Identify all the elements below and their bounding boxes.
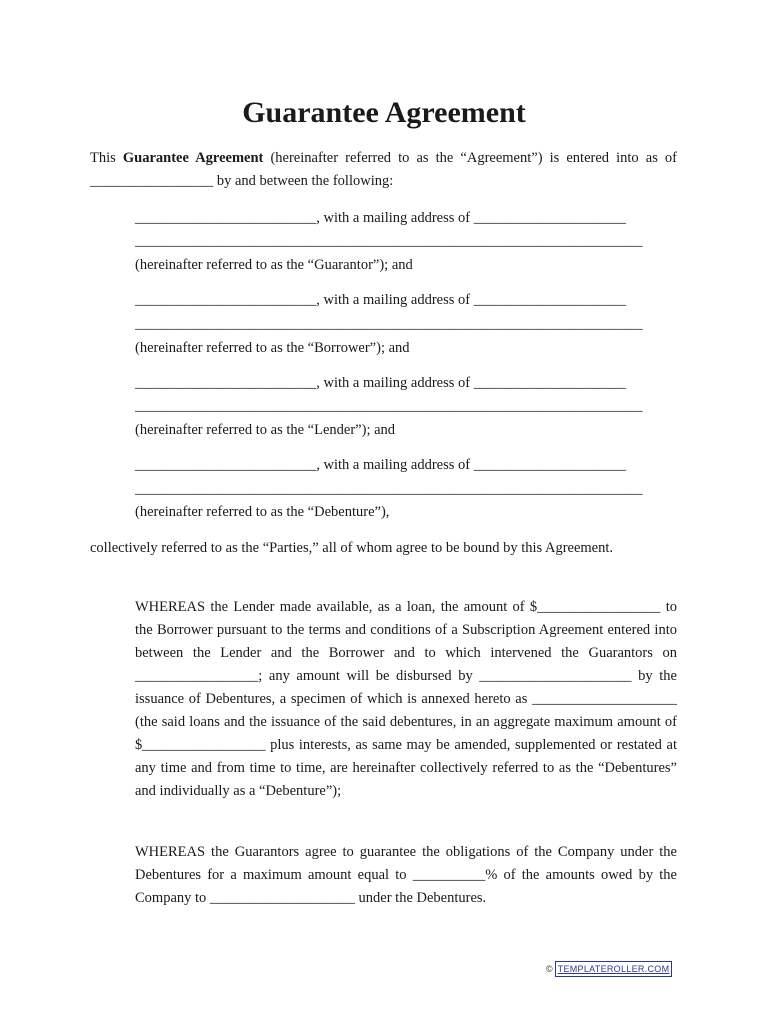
borrower-reference: (hereinafter referred to as the “Borrower”); and (135, 340, 410, 356)
intro-prefix: This (90, 150, 123, 166)
copyright-symbol: © (546, 964, 553, 974)
debenture-reference: (hereinafter referred to as the “Debenture”), (135, 504, 390, 520)
footer-watermark (546, 961, 672, 977)
document-title: Guarantee Agreement (242, 96, 526, 129)
guarantor-reference: (hereinafter referred to as the “Guarantor”); and (135, 257, 413, 273)
intro-bold-name: Guarantee Agreement (122, 150, 264, 166)
templateroller-link[interactable]: TEMPLATEROLLER.COM (555, 961, 673, 977)
guarantor-address-line[interactable]: ______________________________________________________________________ (135, 233, 643, 249)
whereas-paragraph-1: WHEREAS the Lender made available, as a loan, the amount of $_________________ to the Borrower pursuant to the terms and conditions of a Subscription Agreement entered into between the Lender and the Borrower and to which intervened the Guarantors on _________________; any amount will be disbursed by _____________________ by the issuance of Debentures, a specimen of which is annexed hereto as ____________________ (the said loans and the issuance of the said debentures, in an aggregate maximum amount of $_________________ plus interests, as same may be amended, supplemented or restated at any time and from time to time, are hereinafter collectively referred to as the “Debentures” and individually as a “Debenture”); (135, 599, 677, 799)
lender-reference: (hereinafter referred to as the “Lender”); and (135, 422, 396, 438)
debenture-address-line[interactable]: ______________________________________________________________________ (135, 481, 643, 497)
debenture-name-address-line[interactable]: _________________________, with a mailing address of _____________________ (135, 457, 626, 473)
borrower-address-line[interactable]: ______________________________________________________________________ (135, 316, 643, 332)
guarantor-name-address-line[interactable]: _________________________, with a mailing address of _____________________ (135, 210, 626, 226)
collective-paragraph: collectively referred to as the “Parties,” all of whom agree to be bound by this Agreement. (90, 540, 614, 556)
lender-address-line[interactable]: ______________________________________________________________________ (135, 398, 643, 414)
whereas-paragraph-2: WHEREAS the Guarantors agree to guarantee the obligations of the Company under the Debentures for a maximum amount equal to __________% of the amounts owed by the Company to ____________________ under the Debentures. (135, 844, 677, 906)
lender-name-address-line[interactable]: _________________________, with a mailing address of _____________________ (135, 375, 626, 391)
intro-suffix: (hereinafter referred to as the “Agreement”) is entered into as of _________________ by and between the following: (90, 150, 677, 189)
intro-paragraph (90, 147, 677, 193)
borrower-name-address-line[interactable]: _________________________, with a mailing address of _____________________ (135, 292, 626, 308)
